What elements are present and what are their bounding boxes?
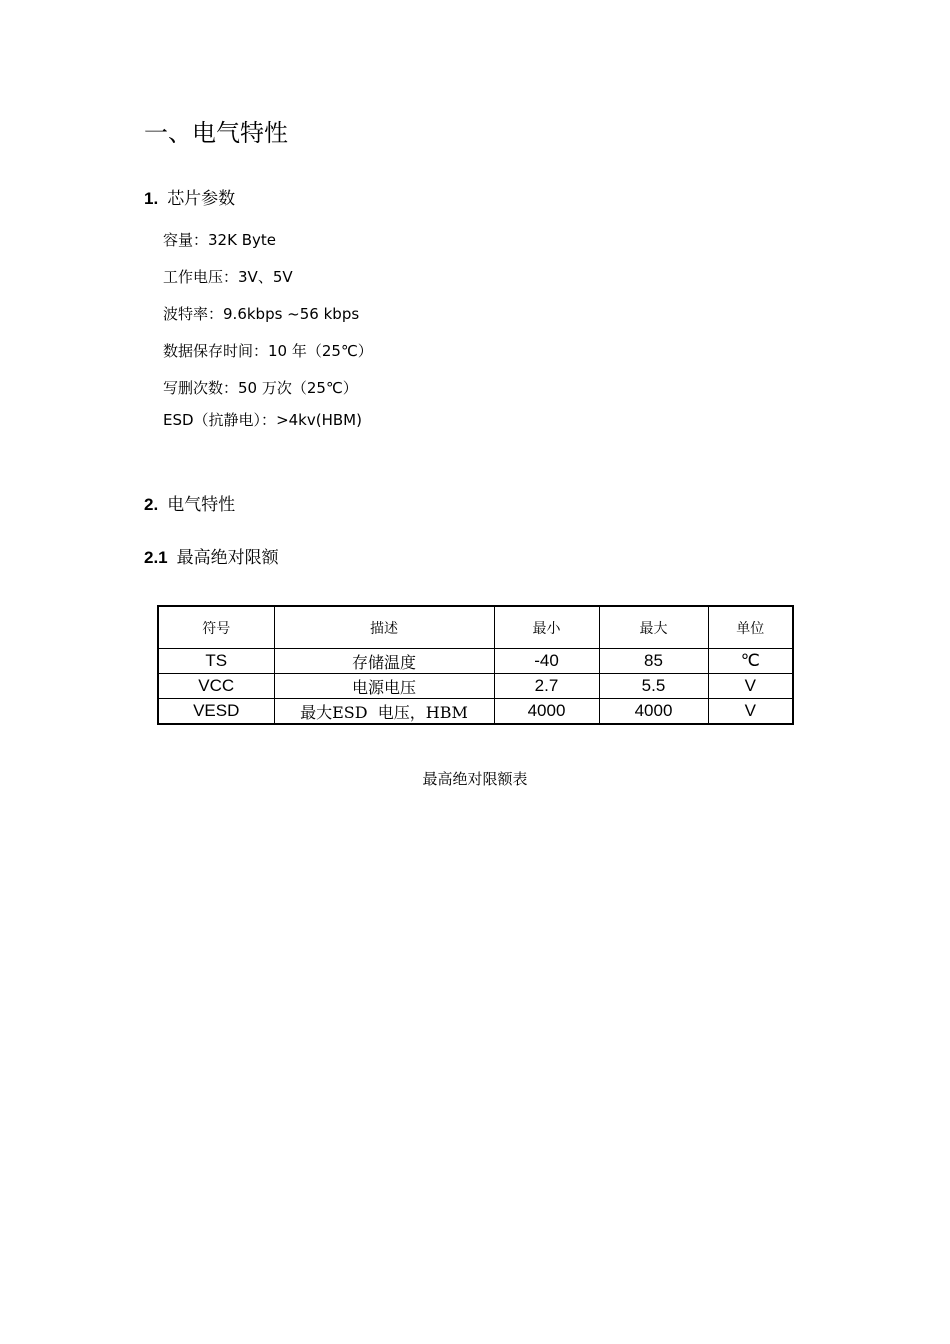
param-label: 波特率：	[163, 305, 224, 323]
param-baud-rate	[163, 303, 359, 325]
table-row	[158, 674, 793, 699]
cell-max: 4000	[599, 699, 708, 725]
cell-symbol: TS	[158, 649, 274, 674]
param-label: 工作电压：	[163, 268, 239, 286]
cell-min: -40	[494, 649, 599, 674]
param-value: 32K Byte	[208, 231, 276, 249]
chip-params-heading	[144, 187, 235, 211]
table-row	[158, 699, 793, 725]
cell-min: 4000	[494, 699, 599, 725]
param-capacity	[163, 229, 276, 251]
cell-description: 电源电压	[274, 674, 494, 699]
heading-text: 最高绝对限额	[176, 548, 279, 568]
col-header-description: 描述	[274, 606, 494, 649]
param-value: 9.6kbps ~56 kbps	[223, 305, 360, 323]
table-row	[158, 649, 793, 674]
param-label: 写删次数：	[163, 379, 239, 397]
col-header-unit: 单位	[708, 606, 793, 649]
param-voltage	[163, 266, 293, 288]
electrical-heading	[144, 493, 235, 517]
heading-text: 电气特性	[167, 495, 236, 515]
cell-unit: V	[708, 699, 793, 725]
abs-max-table	[157, 605, 794, 725]
param-value: 50 万次（25℃）	[238, 379, 358, 397]
cell-description: 存储温度	[274, 649, 494, 674]
heading-number: 2.	[144, 495, 159, 514]
section-title: 一、电气特性	[144, 119, 288, 147]
param-retention	[163, 340, 373, 362]
heading-number: 2.1	[144, 548, 168, 567]
param-value: 10 年（25℃）	[268, 342, 373, 360]
param-label: 数据保存时间：	[163, 342, 269, 360]
col-header-max: 最大	[599, 606, 708, 649]
param-label: 容量：	[163, 231, 209, 249]
param-value: 3V、5V	[238, 268, 293, 286]
cell-unit: ℃	[708, 649, 793, 674]
table-caption: 最高绝对限额表	[422, 770, 528, 788]
cell-unit: V	[708, 674, 793, 699]
cell-max: 85	[599, 649, 708, 674]
heading-text: 芯片参数	[167, 189, 236, 209]
param-endurance	[163, 377, 358, 399]
heading-number: 1.	[144, 189, 159, 208]
cell-max: 5.5	[599, 674, 708, 699]
col-header-symbol: 符号	[158, 606, 274, 649]
table-header-row	[158, 606, 793, 649]
abs-max-heading	[144, 546, 279, 570]
cell-description: 最大ESD 电压，HBM	[274, 699, 494, 725]
cell-symbol: VESD	[158, 699, 274, 725]
param-esd	[163, 409, 362, 431]
param-value: >4kv(HBM)	[276, 411, 362, 429]
cell-symbol: VCC	[158, 674, 274, 699]
cell-min: 2.7	[494, 674, 599, 699]
col-header-min: 最小	[494, 606, 599, 649]
param-label: ESD（抗静电）：	[163, 411, 277, 429]
